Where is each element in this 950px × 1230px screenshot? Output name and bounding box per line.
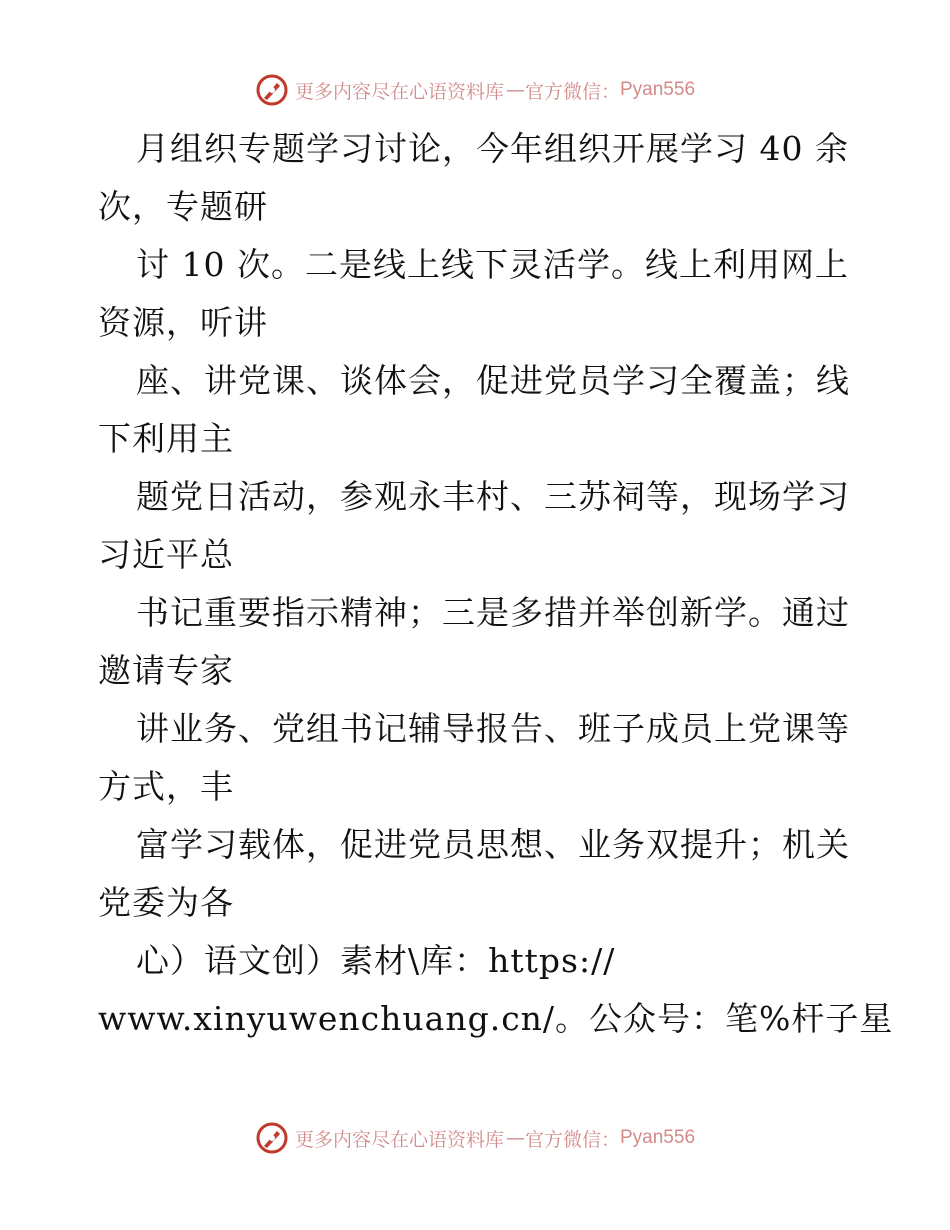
text-line: 心）语文创）素材\库：https:// xyxy=(136,941,616,980)
banner-dash: — xyxy=(505,79,523,101)
text-line: 座、讲党课、谈体会，促进党员学习全覆盖；线 xyxy=(136,361,850,400)
banner-title: 更多内容尽在心语资料库 xyxy=(294,1128,504,1151)
banner-wechat-label: 官方微信： xyxy=(524,80,620,103)
banner-wechat-id: Pyan556 xyxy=(620,1127,696,1148)
pen-logo-icon xyxy=(255,73,289,107)
text-line: 次，专题研 xyxy=(98,187,268,226)
banner-wechat-id: Pyan556 xyxy=(620,79,696,100)
text-line: www.xinyuwenchuang.cn/。公众号：笔%杆子星 xyxy=(98,999,894,1038)
banner-title: 更多内容尽在心语资料库 xyxy=(294,80,504,103)
text-line: 资源，听讲 xyxy=(98,303,268,342)
banner-wechat-label: 官方微信： xyxy=(524,1128,620,1151)
header-banner xyxy=(0,70,950,110)
text-line: 下利用主 xyxy=(98,419,234,458)
text-line: 方式，丰 xyxy=(98,767,234,806)
text-line: 富学习载体，促进党员思想、业务双提升；机关 xyxy=(136,825,850,864)
document-body xyxy=(98,120,894,1048)
text-line: 书记重要指示精神；三是多措并举创新学。通过 xyxy=(136,593,850,632)
text-line: 月组织专题学习讨论，今年组织开展学习 40 余 xyxy=(136,129,849,168)
text-line: 讨 10 次。二是线上线下灵活学。线上利用网上 xyxy=(136,245,849,284)
banner-dash: — xyxy=(505,1127,523,1149)
text-line: 党委为各 xyxy=(98,883,234,922)
footer-banner xyxy=(0,1118,950,1158)
pen-logo-icon xyxy=(255,1121,289,1155)
text-line: 讲业务、党组书记辅导报告、班子成员上党课等 xyxy=(136,709,850,748)
text-line: 题党日活动，参观永丰村、三苏祠等，现场学习 xyxy=(136,477,850,516)
text-line: 习近平总 xyxy=(98,535,234,574)
text-line: 邀请专家 xyxy=(98,651,234,690)
